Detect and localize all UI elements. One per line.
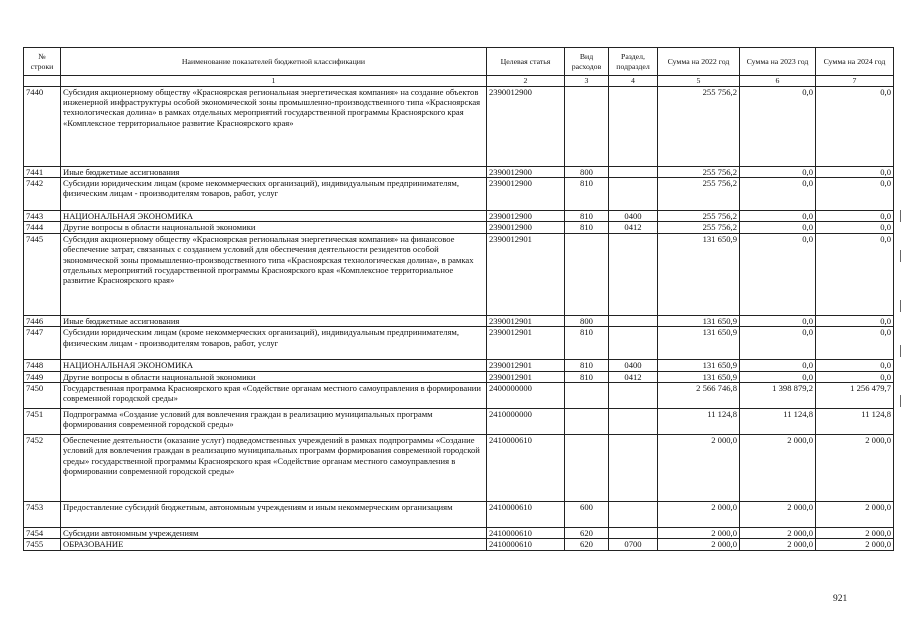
- row-number-cell: 7448: [24, 360, 61, 371]
- row-number-cell: 7452: [24, 435, 61, 502]
- sum-2022-cell: 255 756,2: [658, 222, 740, 233]
- table-row: [24, 166, 894, 177]
- sum-2024-cell: 2 000,0: [816, 539, 894, 551]
- sum-2023-cell: 0,0: [740, 86, 816, 166]
- sum-2024-cell: 0,0: [816, 222, 894, 233]
- table-row: [24, 502, 894, 528]
- section-cell: [609, 435, 658, 502]
- sum-2023-cell: 0,0: [740, 360, 816, 371]
- section-cell: [609, 86, 658, 166]
- section-cell: [609, 166, 658, 177]
- sum-2022-cell: 2 000,0: [658, 528, 740, 539]
- row-number-cell: 7453: [24, 502, 61, 528]
- table-row: [24, 435, 894, 502]
- table-row: [24, 327, 894, 360]
- table-row: [24, 211, 894, 222]
- expense-type-cell: 600: [565, 502, 609, 528]
- section-cell: 0412: [609, 222, 658, 233]
- sum-2022-cell: 2 000,0: [658, 502, 740, 528]
- column-number: [24, 76, 61, 87]
- name-cell: Другие вопросы в области национальной экономики: [61, 371, 487, 382]
- sum-2022-cell: 2 000,0: [658, 539, 740, 551]
- expense-type-cell: 810: [565, 327, 609, 360]
- table-row: [24, 528, 894, 539]
- expense-type-cell: [565, 383, 609, 409]
- sum-2022-cell: 255 756,2: [658, 178, 740, 211]
- sum-2024-cell: 0,0: [816, 211, 894, 222]
- expense-type-cell: 810: [565, 178, 609, 211]
- sum-2023-cell: 0,0: [740, 315, 816, 326]
- section-cell: [609, 327, 658, 360]
- expense-type-cell: 800: [565, 166, 609, 177]
- expense-type-cell: [565, 233, 609, 315]
- sum-2023-cell: 0,0: [740, 371, 816, 382]
- row-number-cell: 7443: [24, 211, 61, 222]
- table-row: [24, 315, 894, 326]
- target-cell: 2390012901: [487, 360, 565, 371]
- table-row: [24, 86, 894, 166]
- name-cell: Субсидия акционерному обществу «Красноярская региональная энергетическая компания» на создание объектов инженерной инфраструктуры особой экономической зоны промышленно-производственного типа «Красноярская технологическая долина» в рамках отдельных мероприятий государственной программы Красноярского края «Комплексное территориальное развитие Красноярского края»: [61, 86, 487, 166]
- column-number: 3: [565, 76, 609, 87]
- row-number-cell: 7449: [24, 371, 61, 382]
- header-section: Раздел, подраздел: [609, 48, 658, 76]
- expense-type-cell: [565, 409, 609, 435]
- target-cell: 2410000610: [487, 539, 565, 551]
- expense-type-cell: 810: [565, 211, 609, 222]
- name-cell: Подпрограмма «Создание условий для вовлечения граждан в реализацию муниципальных программ формирования современной городской среды»: [61, 409, 487, 435]
- name-cell: Иные бюджетные ассигнования: [61, 315, 487, 326]
- sum-2022-cell: 131 650,9: [658, 327, 740, 360]
- sum-2024-cell: 0,0: [816, 315, 894, 326]
- expense-type-cell: [565, 435, 609, 502]
- scan-edge-mark: [900, 300, 901, 312]
- target-cell: 2410000000: [487, 409, 565, 435]
- header-sum-2023: Сумма на 2023 год: [740, 48, 816, 76]
- header-sum-2022: Сумма на 2022 год: [658, 48, 740, 76]
- section-cell: [609, 178, 658, 211]
- row-number-cell: 7454: [24, 528, 61, 539]
- column-number-row: [24, 76, 894, 87]
- sum-2023-cell: 0,0: [740, 233, 816, 315]
- section-cell: 0400: [609, 360, 658, 371]
- target-cell: 2410000610: [487, 502, 565, 528]
- column-number: 1: [61, 76, 487, 87]
- row-number-cell: 7450: [24, 383, 61, 409]
- table-row: [24, 178, 894, 211]
- sum-2024-cell: 11 124,8: [816, 409, 894, 435]
- sum-2024-cell: 2 000,0: [816, 528, 894, 539]
- target-cell: 2410000610: [487, 528, 565, 539]
- column-number: 4: [609, 76, 658, 87]
- column-number: 6: [740, 76, 816, 87]
- header-name: Наименование показателей бюджетной классификации: [61, 48, 487, 76]
- row-number-cell: 7442: [24, 178, 61, 211]
- table-row: [24, 539, 894, 551]
- expense-type-cell: 620: [565, 528, 609, 539]
- table-row: [24, 409, 894, 435]
- name-cell: Предоставление субсидий бюджетным, автономным учреждениям и иным некоммерческим организациям: [61, 502, 487, 528]
- target-cell: 2390012900: [487, 222, 565, 233]
- sum-2024-cell: 0,0: [816, 178, 894, 211]
- sum-2022-cell: 255 756,2: [658, 211, 740, 222]
- row-number-cell: 7446: [24, 315, 61, 326]
- budget-table: [23, 47, 894, 551]
- scan-edge-mark: [900, 395, 901, 407]
- target-cell: 2390012900: [487, 86, 565, 166]
- column-number: 2: [487, 76, 565, 87]
- expense-type-cell: [565, 86, 609, 166]
- sum-2023-cell: 0,0: [740, 327, 816, 360]
- section-cell: [609, 409, 658, 435]
- header-sum-2024: Сумма на 2024 год: [816, 48, 894, 76]
- sum-2023-cell: 0,0: [740, 222, 816, 233]
- expense-type-cell: 810: [565, 360, 609, 371]
- section-cell: 0412: [609, 371, 658, 382]
- section-cell: [609, 315, 658, 326]
- row-number-cell: 7451: [24, 409, 61, 435]
- sum-2022-cell: 2 566 746,8: [658, 383, 740, 409]
- sum-2022-cell: 131 650,9: [658, 233, 740, 315]
- sum-2024-cell: 0,0: [816, 371, 894, 382]
- sum-2024-cell: 2 000,0: [816, 502, 894, 528]
- target-cell: 2390012900: [487, 166, 565, 177]
- scan-edge-mark: [900, 210, 901, 222]
- section-cell: 0700: [609, 539, 658, 551]
- row-number-cell: 7440: [24, 86, 61, 166]
- section-cell: 0400: [609, 211, 658, 222]
- sum-2024-cell: 2 000,0: [816, 435, 894, 502]
- expense-type-cell: 620: [565, 539, 609, 551]
- name-cell: НАЦИОНАЛЬНАЯ ЭКОНОМИКА: [61, 360, 487, 371]
- sum-2024-cell: 0,0: [816, 86, 894, 166]
- sum-2022-cell: 131 650,9: [658, 315, 740, 326]
- sum-2023-cell: 11 124,8: [740, 409, 816, 435]
- header-target: Целевая статья: [487, 48, 565, 76]
- expense-type-cell: 810: [565, 222, 609, 233]
- sum-2024-cell: 1 256 479,7: [816, 383, 894, 409]
- section-cell: [609, 233, 658, 315]
- target-cell: 2390012901: [487, 371, 565, 382]
- name-cell: Иные бюджетные ассигнования: [61, 166, 487, 177]
- sum-2023-cell: 2 000,0: [740, 435, 816, 502]
- name-cell: Субсидии автономным учреждениям: [61, 528, 487, 539]
- name-cell: Другие вопросы в области национальной экономики: [61, 222, 487, 233]
- sum-2023-cell: 0,0: [740, 166, 816, 177]
- row-number-cell: 7455: [24, 539, 61, 551]
- column-number: 5: [658, 76, 740, 87]
- sum-2023-cell: 1 398 879,2: [740, 383, 816, 409]
- scan-edge-mark: [900, 250, 901, 262]
- row-number-cell: 7444: [24, 222, 61, 233]
- sum-2024-cell: 0,0: [816, 233, 894, 315]
- column-number: 7: [816, 76, 894, 87]
- sum-2023-cell: 0,0: [740, 211, 816, 222]
- table-row: [24, 233, 894, 315]
- sum-2022-cell: 255 756,2: [658, 86, 740, 166]
- row-number-cell: 7447: [24, 327, 61, 360]
- name-cell: Субсидии юридическим лицам (кроме некоммерческих организаций), индивидуальным предпринимателям, физическим лицам - производителям товаров, работ, услуг: [61, 327, 487, 360]
- name-cell: Субсидия акционерному обществу «Красноярская региональная энергетическая компания» на финансовое обеспечение затрат, связанных с созданием условий для обеспечения деятельности резидентов особой экономической зоны промышленно-производственного типа «Красноярская технологическая долина», в рамках отдельных мероприятий государственной программы Красноярского края «Комплексное территориальное развитие Красноярского края»: [61, 233, 487, 315]
- target-cell: 2410000610: [487, 435, 565, 502]
- target-cell: 2390012901: [487, 233, 565, 315]
- sum-2022-cell: 2 000,0: [658, 435, 740, 502]
- sum-2022-cell: 255 756,2: [658, 166, 740, 177]
- name-cell: Субсидии юридическим лицам (кроме некоммерческих организаций), индивидуальным предпринимателям, физическим лицам - производителям товаров, работ, услуг: [61, 178, 487, 211]
- name-cell: Обеспечение деятельности (оказание услуг) подведомственных учреждений в рамках подпрограммы «Создание условий для вовлечения граждан в реализацию муниципальных программ формирования современной городской среды» государственной программы Красноярского края «Содействие органам местного самоуправления в формировании современной городской среды»: [61, 435, 487, 502]
- section-cell: [609, 383, 658, 409]
- name-cell: НАЦИОНАЛЬНАЯ ЭКОНОМИКА: [61, 211, 487, 222]
- table-row: [24, 360, 894, 371]
- sum-2024-cell: 0,0: [816, 166, 894, 177]
- sum-2022-cell: 131 650,9: [658, 360, 740, 371]
- name-cell: ОБРАЗОВАНИЕ: [61, 539, 487, 551]
- table-row: [24, 222, 894, 233]
- table-row: [24, 383, 894, 409]
- header-expense-type: Вид расходов: [565, 48, 609, 76]
- sum-2024-cell: 0,0: [816, 327, 894, 360]
- target-cell: 2400000000: [487, 383, 565, 409]
- sum-2022-cell: 11 124,8: [658, 409, 740, 435]
- scan-edge-mark: [900, 345, 901, 357]
- expense-type-cell: 800: [565, 315, 609, 326]
- page-number: 921: [833, 594, 848, 604]
- section-cell: [609, 528, 658, 539]
- row-number-cell: 7441: [24, 166, 61, 177]
- header-row: [24, 48, 894, 76]
- sum-2023-cell: 2 000,0: [740, 528, 816, 539]
- sum-2024-cell: 0,0: [816, 360, 894, 371]
- table-row: [24, 371, 894, 382]
- target-cell: 2390012901: [487, 327, 565, 360]
- target-cell: 2390012900: [487, 211, 565, 222]
- sum-2023-cell: 2 000,0: [740, 539, 816, 551]
- target-cell: 2390012901: [487, 315, 565, 326]
- sum-2023-cell: 0,0: [740, 178, 816, 211]
- sum-2023-cell: 2 000,0: [740, 502, 816, 528]
- sum-2022-cell: 131 650,9: [658, 371, 740, 382]
- section-cell: [609, 502, 658, 528]
- row-number-cell: 7445: [24, 233, 61, 315]
- name-cell: Государственная программа Красноярского края «Содействие органам местного самоуправления в формировании современной городской среды»: [61, 383, 487, 409]
- header-row-no: № строки: [24, 48, 61, 76]
- target-cell: 2390012900: [487, 178, 565, 211]
- expense-type-cell: 810: [565, 371, 609, 382]
